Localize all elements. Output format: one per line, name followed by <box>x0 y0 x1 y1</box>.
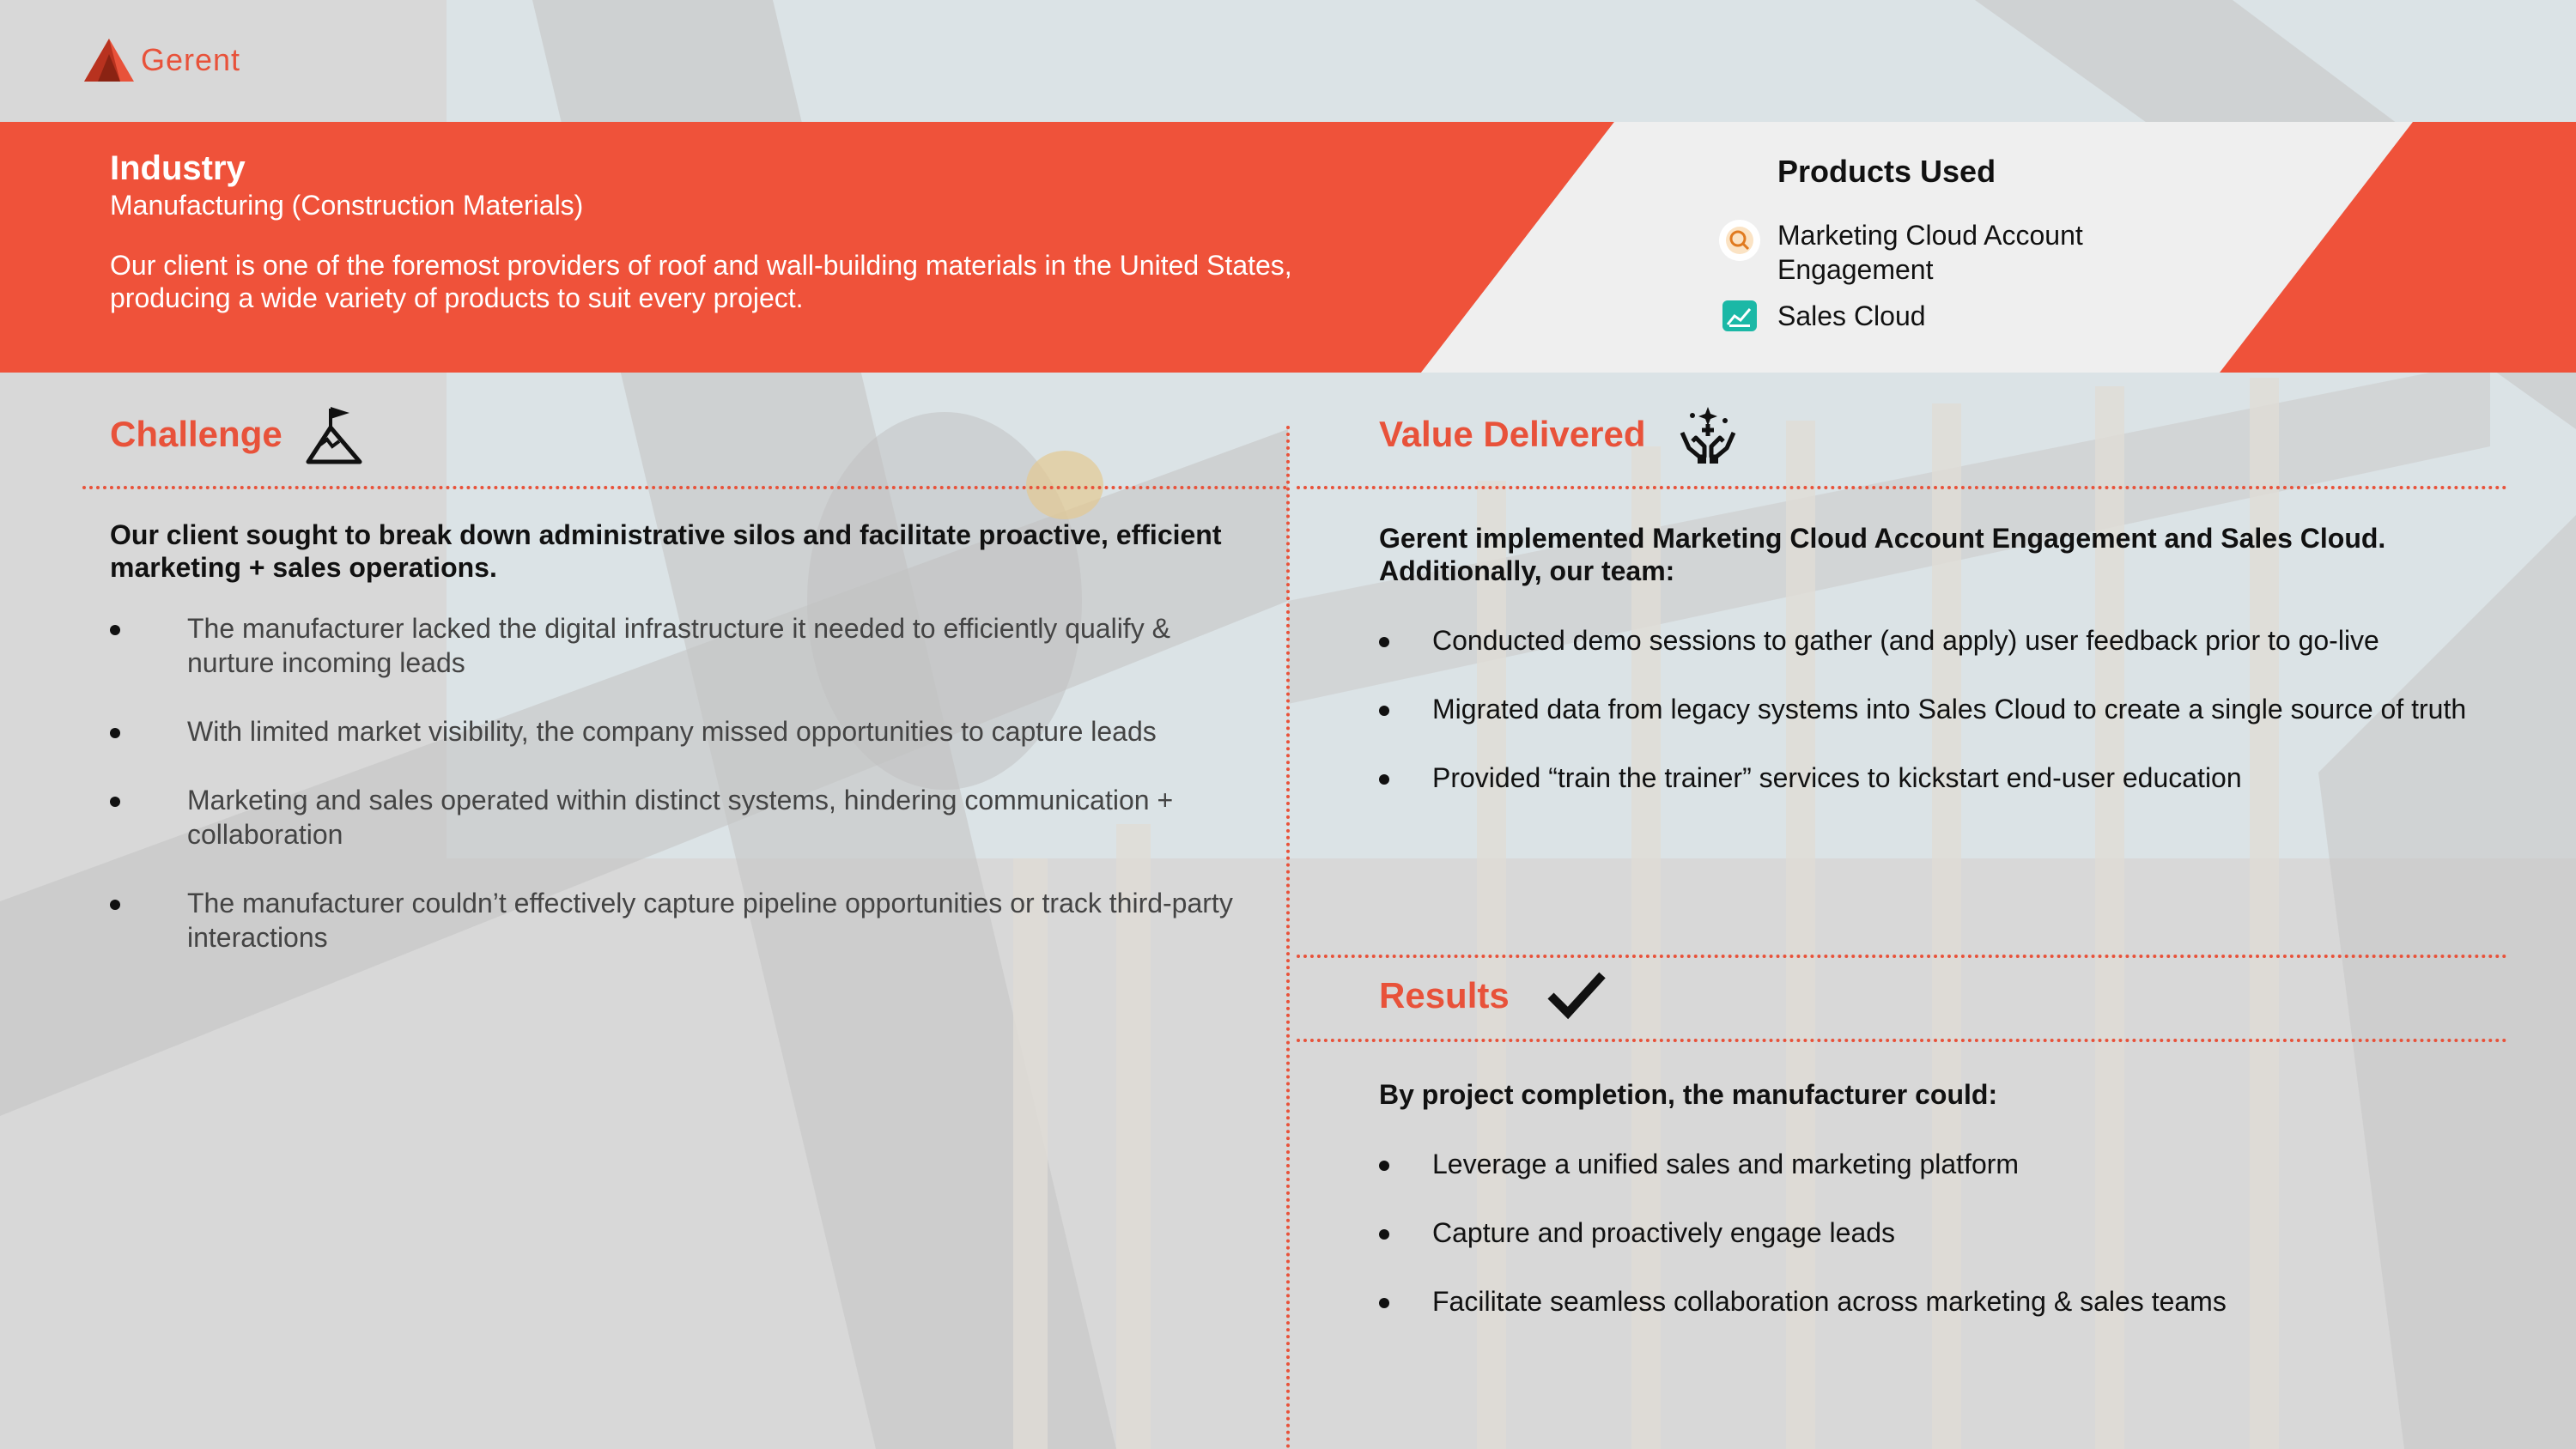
list-item-text: Marketing and sales operated within distinct systems, hindering communication + collaboration <box>187 785 1174 850</box>
challenge-lead: Our client sought to break down administrative silos and facilitate proactive, efficient marketing + sales operations. <box>110 519 1222 583</box>
results-list <box>1379 1147 2495 1353</box>
industry-block <box>110 148 1415 314</box>
list-item <box>1379 1284 2495 1319</box>
bullet <box>110 625 120 635</box>
list-item <box>110 886 1252 955</box>
industry-title: Industry <box>110 149 246 187</box>
bullet <box>1379 1298 1389 1308</box>
list-item <box>110 714 1252 749</box>
challenge-title: Challenge <box>110 414 283 454</box>
challenge-divider <box>82 486 1288 489</box>
list-item <box>1379 761 2495 795</box>
product-label: Sales Cloud <box>1777 300 1926 331</box>
value-list <box>1379 623 2495 829</box>
value-divider <box>1297 486 2507 489</box>
results-divider <box>1297 1039 2507 1042</box>
list-item <box>1379 692 2495 726</box>
bullet <box>1379 1161 1389 1171</box>
value-header <box>1379 403 1739 465</box>
results-lead: By project completion, the manufacturer could: <box>1379 1079 1998 1110</box>
products-used <box>1717 151 2172 338</box>
bullet <box>110 728 120 738</box>
list-item-text: The manufacturer lacked the digital infrastructure it needed to efficiently qualify & nurture incoming leads <box>187 613 1170 678</box>
list-item <box>1379 1216 2495 1250</box>
product-item <box>1717 299 2172 338</box>
bullet <box>1379 637 1389 647</box>
list-item <box>110 611 1252 680</box>
value-title: Value Delivered <box>1379 414 1646 454</box>
column-divider <box>1286 426 1290 1449</box>
logo <box>82 34 240 86</box>
list-item-text: Provided “train the trainer” services to kickstart end-user education <box>1432 762 2242 793</box>
bullet <box>110 797 120 807</box>
list-item-text: Migrated data from legacy systems into Sales Cloud to create a single source of truth <box>1432 694 2467 724</box>
industry-subtitle: Manufacturing (Construction Materials) <box>110 190 584 221</box>
list-item <box>110 783 1252 852</box>
challenge-header <box>110 403 363 465</box>
products-title: Products Used <box>1777 154 1996 189</box>
list-item <box>1379 1147 2495 1181</box>
checkmark-icon <box>1546 970 1607 1022</box>
list-item-text: Facilitate seamless collaboration across marketing & sales teams <box>1432 1286 2227 1317</box>
mountain-flag-icon <box>305 403 363 465</box>
product-label: Marketing Cloud Account Engagement <box>1777 220 2083 285</box>
hands-sparkle-icon <box>1677 403 1739 465</box>
industry-description: Our client is one of the foremost providers of roof and wall-building materials in the United States, producing a wide variety of products to suit every project. <box>110 250 1292 313</box>
list-item-text: Capture and proactively engage leads <box>1432 1217 1896 1248</box>
results-title: Results <box>1379 975 1510 1016</box>
bullet <box>1379 1229 1389 1240</box>
sales-cloud-icon <box>1717 294 1762 338</box>
bullet <box>1379 774 1389 785</box>
bullet <box>110 900 120 910</box>
list-item-text: With limited market visibility, the company missed opportunities to capture leads <box>187 716 1157 747</box>
brand-name: Gerent <box>141 42 241 77</box>
results-header <box>1379 970 1607 1022</box>
list-item-text: Leverage a unified sales and marketing platform <box>1432 1149 2020 1179</box>
marketing-cloud-icon <box>1717 218 1762 263</box>
product-item <box>1717 218 2172 287</box>
gerent-logo-icon <box>82 37 136 83</box>
value-lead: Gerent implemented Marketing Cloud Account Engagement and Sales Cloud. Additionally, our team: <box>1379 523 2386 586</box>
list-item-text: Conducted demo sessions to gather (and apply) user feedback prior to go-live <box>1432 625 2379 656</box>
challenge-list <box>110 611 1252 989</box>
bullet <box>1379 706 1389 716</box>
list-item <box>1379 623 2495 658</box>
list-item-text: The manufacturer couldn’t effectively capture pipeline opportunities or track third-party interactions <box>187 888 1233 953</box>
results-top-divider <box>1297 955 2507 958</box>
